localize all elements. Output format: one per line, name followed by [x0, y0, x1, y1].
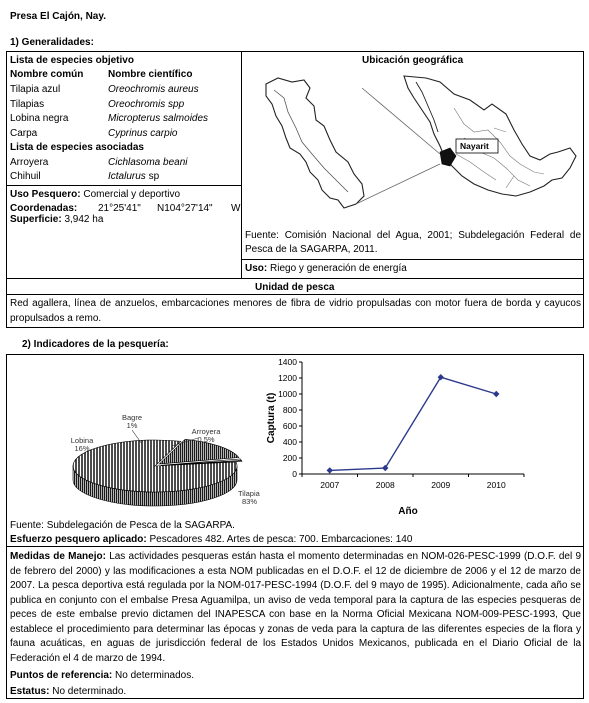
ubicacion-heading: Ubicación geográfica	[362, 55, 464, 66]
pie-chart	[60, 408, 280, 518]
species-common: Tilapia azul	[10, 84, 61, 95]
estatus	[10, 686, 126, 698]
pie-label-lobina: Lobina	[70, 436, 94, 445]
superficie	[10, 214, 103, 226]
pie-value-lobina: 16%	[74, 444, 90, 453]
pie-label-bagre: Bagre	[121, 413, 143, 422]
right-col-divider-1	[241, 259, 584, 260]
target-species-heading: Lista de especies objetivo	[10, 55, 134, 66]
superficie-label: Superficie:	[10, 214, 62, 225]
uso-pesquero	[10, 189, 180, 201]
x-tick-label: 2008	[375, 480, 395, 490]
species-scientific: Micropterus salmoides	[108, 113, 209, 124]
reservoir-outline	[266, 78, 364, 208]
uso	[245, 263, 407, 275]
x-tick-label: 2007	[320, 480, 340, 490]
uso-pesquero-label: Uso Pesquero:	[10, 189, 81, 200]
medidas-text: Las actividades pesqueras están hasta el momento determinadas en NOM-026-PESC-1999 (D.O.F. del 9 de febrero del 2000) y las modificaciones a esta NOM publicadas en el D.O.F. el 12 de diciembre de 2006 y el 12 de marzo de 2007. La pesca deportiva está regulada por la NOM-017-PESC-1994 (D.O.F. del 9 mayo de 1995). Adicionalmente, cada año se publica en conjunto con el embalse Presa Aguamilpa, un aviso de veda temporal para la captura de las especies pesqueras de peces de este embalse previo dictamen del INAPESCA con base en la Norma Oficial Mexicana NOM-009-PESC-1993, Que establece el procedimiento para determinar las épocas y zonas de veda para la captura de las diferentes especies de la flora y fauna acuáticas, en aguas de jurisdicción federal de los Estados Unidos Mexicanos, publicada en el Diario Oficial de la Federación el 4 de marzo de 1994.	[10, 551, 582, 664]
uso-value: Riego y generación de energía	[270, 263, 407, 274]
y-tick-label: 1400	[278, 357, 297, 367]
associated-species-heading: Lista de especies asociadas	[10, 142, 144, 153]
species-scientific: Oreochromis spp	[108, 99, 185, 110]
species-common: Chihuil	[10, 171, 41, 182]
line-xlabel: Año	[398, 506, 418, 517]
line-axes	[278, 357, 524, 490]
esfuerzo-value: Pescadores 482. Artes de pesca: 700. Embarcaciones: 140	[149, 534, 413, 545]
coordenadas-suffix: W	[231, 203, 241, 214]
capture-point	[438, 374, 444, 380]
species-scientific: Oreochromis aureus	[108, 84, 199, 95]
medidas-paragraph	[10, 550, 581, 666]
capture-point	[493, 391, 499, 397]
left-col-divider	[6, 185, 242, 186]
medidas-label: Medidas de Manejo:	[10, 551, 106, 562]
scientific-genus: Ictalurus	[108, 171, 146, 182]
coordenadas-lat: 21°25'41"	[98, 203, 141, 214]
y-tick-label: 600	[282, 421, 297, 431]
pie-label-arroyera: Arroyera	[191, 427, 221, 436]
line-chart	[258, 356, 528, 518]
capture-point	[382, 465, 388, 471]
species-common: Arroyera	[10, 157, 49, 168]
col-scientific-name: Nombre científico	[108, 69, 193, 80]
y-tick-label: 1200	[278, 373, 297, 383]
section2-fuente: Fuente: Subdelegación de Pesca de la SAGARPA.	[10, 520, 235, 531]
y-tick-label: 1000	[278, 389, 297, 399]
pie-label-tilapia: Tilapia	[238, 489, 260, 498]
ubicacion-fuente: Fuente: Comisión Nacional del Agua, 2001; Subdelegación Federal de Pesca de la SAGARPA, 2011.	[245, 230, 581, 255]
species-common: Tilapias	[10, 99, 45, 110]
coordenadas-lon: N104°27'14"	[157, 203, 213, 214]
uso-pesquero-value: Comercial y deportivo	[83, 189, 181, 200]
puntos-label: Puntos de referencia:	[10, 670, 113, 681]
x-tick-label: 2010	[486, 480, 506, 490]
right-col-divider-2	[6, 278, 584, 279]
mexico-outline	[404, 76, 576, 196]
esfuerzo-label: Esfuerzo pesquero aplicado:	[10, 534, 147, 545]
scientific-sp: sp	[148, 171, 160, 182]
y-tick-label: 0	[292, 469, 297, 479]
unidad-pesca-text: Red agallera, línea de anzuelos, embarcaciones menores de fibra de vidrio propulsadas con motor fuera de borda y cayucos propulsados a remo.	[10, 298, 581, 324]
capture-point	[327, 467, 333, 473]
esfuerzo	[10, 534, 412, 546]
line-series	[327, 374, 500, 474]
pie-value-tilapia: 83%	[242, 497, 258, 506]
puntos-referencia	[10, 670, 194, 682]
coordenadas-label: Coordenadas:	[10, 203, 78, 214]
y-tick-label: 400	[282, 437, 297, 447]
capture-series-line	[330, 377, 497, 470]
y-tick-label: 200	[282, 453, 297, 463]
pie-value-bagre: 1%	[126, 421, 138, 430]
page-title: Presa El Cajón, Nay.	[10, 11, 106, 22]
puntos-value: No determinados.	[115, 670, 194, 681]
y-tick-label: 800	[282, 405, 297, 415]
estatus-value: No determinado.	[52, 686, 127, 697]
pie-value-arroyera: 0.5%	[197, 435, 215, 444]
uso-label: Uso:	[245, 263, 268, 274]
section2-heading: 2) Indicadores de la pesquería:	[22, 339, 169, 350]
x-tick-label: 2009	[431, 480, 451, 490]
section1-vdivider	[241, 51, 242, 278]
superficie-value: 3,942 ha	[64, 214, 104, 225]
species-scientific: Cyprinus carpio	[108, 128, 178, 139]
location-map	[244, 68, 582, 228]
species-common: Lobina negra	[10, 113, 69, 124]
estatus-label: Estatus:	[10, 686, 50, 697]
nayarit-label: Nayarit	[460, 141, 489, 151]
unidad-pesca-heading: Unidad de pesca	[255, 282, 335, 293]
unidad-divider	[6, 294, 584, 295]
col-common-name: Nombre común	[10, 69, 84, 80]
species-common: Carpa	[10, 128, 38, 139]
species-scientific: Cichlasoma beani	[108, 157, 188, 168]
line-ylabel: Captura (t)	[266, 392, 277, 444]
section1-heading: 1) Generalidades:	[10, 37, 94, 48]
species-scientific	[108, 171, 159, 183]
